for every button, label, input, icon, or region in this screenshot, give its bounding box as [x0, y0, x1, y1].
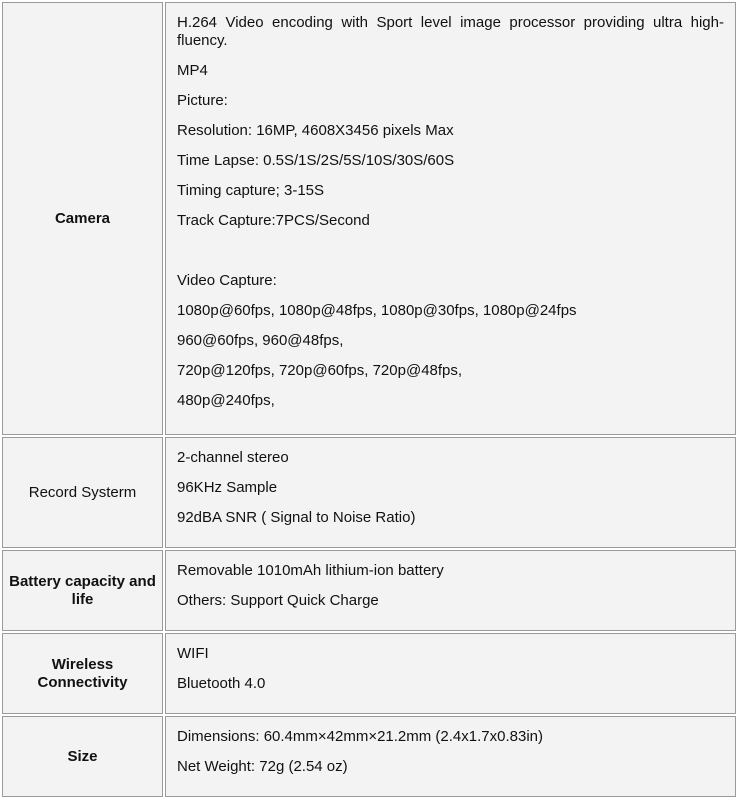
spec-line: 720p@120fps, 720p@60fps, 720p@48fps, — [177, 362, 463, 379]
spec-line: Bluetooth 4.0 — [177, 675, 266, 692]
spec-line-blank — [177, 242, 724, 260]
spec-row-camera — [2, 2, 736, 435]
spec-label-record-system: Record Systerm — [2, 437, 163, 548]
spec-line: Net Weight: 72g (2.54 oz) — [177, 758, 348, 775]
spec-label-camera: Camera — [2, 2, 163, 435]
spec-value-record-system — [165, 437, 736, 548]
spec-value-battery — [165, 550, 736, 631]
spec-line: Time Lapse: 0.5S/1S/2S/5S/10S/30S/60S — [177, 152, 455, 169]
spec-line: Resolution: 16MP, 4608X3456 pixels Max — [177, 122, 454, 139]
spec-line: 480p@240fps, — [177, 392, 275, 409]
spec-line: 960@60fps, 960@48fps, — [177, 332, 344, 349]
spec-row-record-system — [2, 437, 736, 548]
spec-label-size: Size — [2, 716, 163, 797]
spec-line: H.264 Video encoding with Sport level image processor providing ultra high-fluency. — [177, 14, 724, 49]
spec-line: Track Capture:7PCS/Second — [177, 212, 370, 229]
spec-row-wireless — [2, 633, 736, 714]
spec-row-size — [2, 716, 736, 797]
spec-line: 96KHz Sample — [177, 479, 278, 496]
spec-line: Video Capture: — [177, 272, 277, 289]
spec-label-wireless: Wireless Connectivity — [2, 633, 163, 714]
spec-line: Removable 1010mAh lithium-ion battery — [177, 562, 444, 579]
spec-value-camera — [165, 2, 736, 435]
spec-line: Others: Support Quick Charge — [177, 592, 379, 609]
spec-value-wireless — [165, 633, 736, 714]
spec-line: 92dBA SNR ( Signal to Noise Ratio) — [177, 509, 416, 526]
spec-label-battery: Battery capacity and life — [2, 550, 163, 631]
spec-line: Picture: — [177, 92, 228, 109]
spec-line: Dimensions: 60.4mm×42mm×21.2mm (2.4x1.7x0.83in) — [177, 728, 543, 745]
spec-line: 2-channel stereo — [177, 449, 289, 466]
spec-line: Timing capture; 3-15S — [177, 182, 325, 199]
spec-row-battery — [2, 550, 736, 631]
spec-line: WIFI — [177, 645, 209, 662]
spec-line: MP4 — [177, 62, 208, 79]
spec-line: 1080p@60fps, 1080p@48fps, 1080p@30fps, 1080p@24fps — [177, 302, 577, 319]
spec-value-size — [165, 716, 736, 797]
